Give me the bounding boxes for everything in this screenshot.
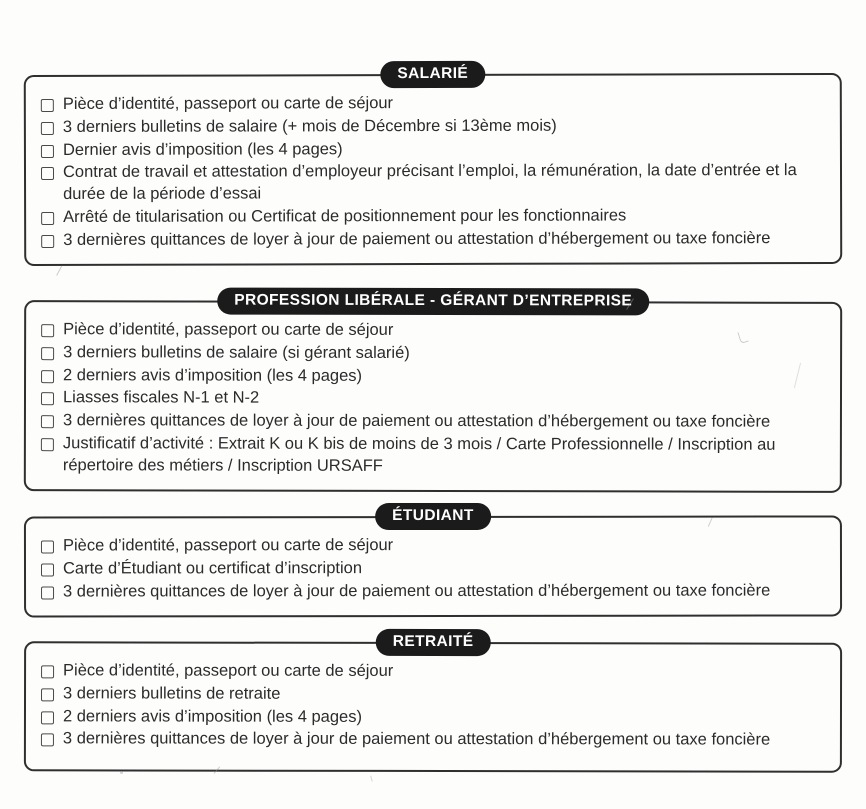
checklist-item-label: Justificatif d’activité : Extrait K ou K bis de moins de 3 mois / Carte Professionnelle / Inscription au répertoire des métiers / Inscription URSAFF	[62, 434, 776, 475]
checklist-item	[39, 411, 826, 434]
scan-mark	[367, 776, 372, 783]
section-retraite	[24, 632, 842, 772]
checkbox-icon	[41, 347, 54, 360]
checklist-item	[39, 729, 826, 752]
checkbox-icon	[41, 212, 54, 225]
checkbox-icon	[41, 122, 54, 135]
checkbox-icon	[41, 393, 54, 406]
checklist-item-label: Pièce d’identité, passeport ou carte de séjour	[62, 94, 394, 113]
checkbox-icon	[41, 145, 54, 158]
section-title-pill: RETRAITÉ	[376, 629, 491, 656]
checkbox-icon	[41, 438, 54, 451]
checklist-item-label: Arrêté de titularisation ou Certificat de positionnement pour les fonctionnaires	[63, 206, 627, 226]
checklist-item	[39, 320, 826, 343]
checklist-item-label: Pièce d’identité, passeport ou carte de séjour	[63, 661, 394, 680]
checklist-item	[39, 706, 826, 729]
section-title-pill: PROFESSION LIBÉRALE - GÉRANT D’ENTREPRISE	[217, 288, 649, 316]
checkbox-icon	[41, 416, 54, 429]
checklist-item	[39, 205, 826, 229]
checkbox-icon	[41, 540, 54, 553]
checkbox-icon	[41, 665, 54, 678]
checklist-item	[39, 228, 826, 252]
section-profession-liberale	[24, 291, 842, 494]
checklist-item-label: 3 dernières quittances de loyer à jour de paiement ou attestation d’hébergement ou taxe foncière	[62, 729, 771, 749]
checkbox-icon	[41, 167, 54, 180]
checkbox-icon	[41, 370, 54, 383]
checklist-item	[39, 138, 826, 162]
checklist-content	[24, 64, 842, 772]
checkbox-icon	[41, 711, 54, 724]
checkbox-icon	[41, 563, 54, 576]
checklist-item-label: 3 derniers bulletins de salaire (+ mois de Décembre si 13ème mois)	[62, 116, 557, 136]
checklist-item	[39, 534, 826, 557]
checkbox-icon	[41, 325, 54, 338]
section-title-pill: SALARIÉ	[380, 61, 485, 88]
checklist-item-label: Carte d’Étudiant ou certificat d’inscription	[62, 558, 362, 578]
checklist-item	[39, 660, 826, 683]
checklist-item	[39, 557, 826, 580]
checklist-item-label: Pièce d’identité, passeport ou carte de séjour	[62, 535, 394, 555]
checklist-item	[39, 342, 826, 365]
checkbox-icon	[41, 99, 54, 112]
checkbox-icon	[41, 734, 54, 747]
checklist-item	[39, 580, 826, 603]
checklist-item-label: 2 derniers avis d’imposition (les 4 pages)	[62, 706, 362, 726]
checklist-item-label: 3 dernières quittances de loyer à jour de paiement ou attestation d’hébergement ou taxe foncière	[63, 580, 771, 600]
section-etudiant	[24, 506, 842, 617]
checkbox-icon	[41, 688, 54, 701]
checkbox-icon	[41, 235, 54, 248]
checklist-item-label: Liasses fiscales N-1 et N-2	[62, 388, 260, 408]
checklist-item-label: Dernier avis d’imposition (les 4 pages)	[62, 139, 343, 159]
checklist-item-label: 3 dernières quittances de loyer à jour de paiement ou attestation d’hébergement ou taxe foncière	[62, 411, 771, 432]
section-title-pill: ÉTUDIANT	[375, 503, 491, 530]
checklist-item-label: 3 dernières quittances de loyer à jour de paiement ou attestation d’hébergement ou taxe foncière	[63, 228, 771, 249]
checklist-item-label: Contrat de travail et attestation d’employeur précisant l’emploi, la rémunération, la date d’entrée et la durée de la période d’essai	[62, 161, 797, 204]
checklist-item	[39, 92, 826, 116]
checklist-item	[39, 433, 826, 478]
section-salarie	[24, 64, 842, 267]
checklist-item-label: 3 derniers bulletins de retraite	[63, 684, 281, 703]
checklist-item-label: 2 derniers avis d’imposition (les 4 pages)	[63, 366, 363, 385]
checklist-item	[39, 388, 826, 411]
checklist-item	[39, 115, 826, 139]
checklist-item	[39, 160, 826, 206]
checklist-item	[39, 683, 826, 706]
checklist-item-label: 3 derniers bulletins de salaire (si gérant salarié)	[63, 343, 410, 363]
checkbox-icon	[41, 586, 54, 599]
checklist-item	[39, 365, 826, 388]
checklist-item-label: Pièce d’identité, passeport ou carte de séjour	[63, 320, 394, 340]
